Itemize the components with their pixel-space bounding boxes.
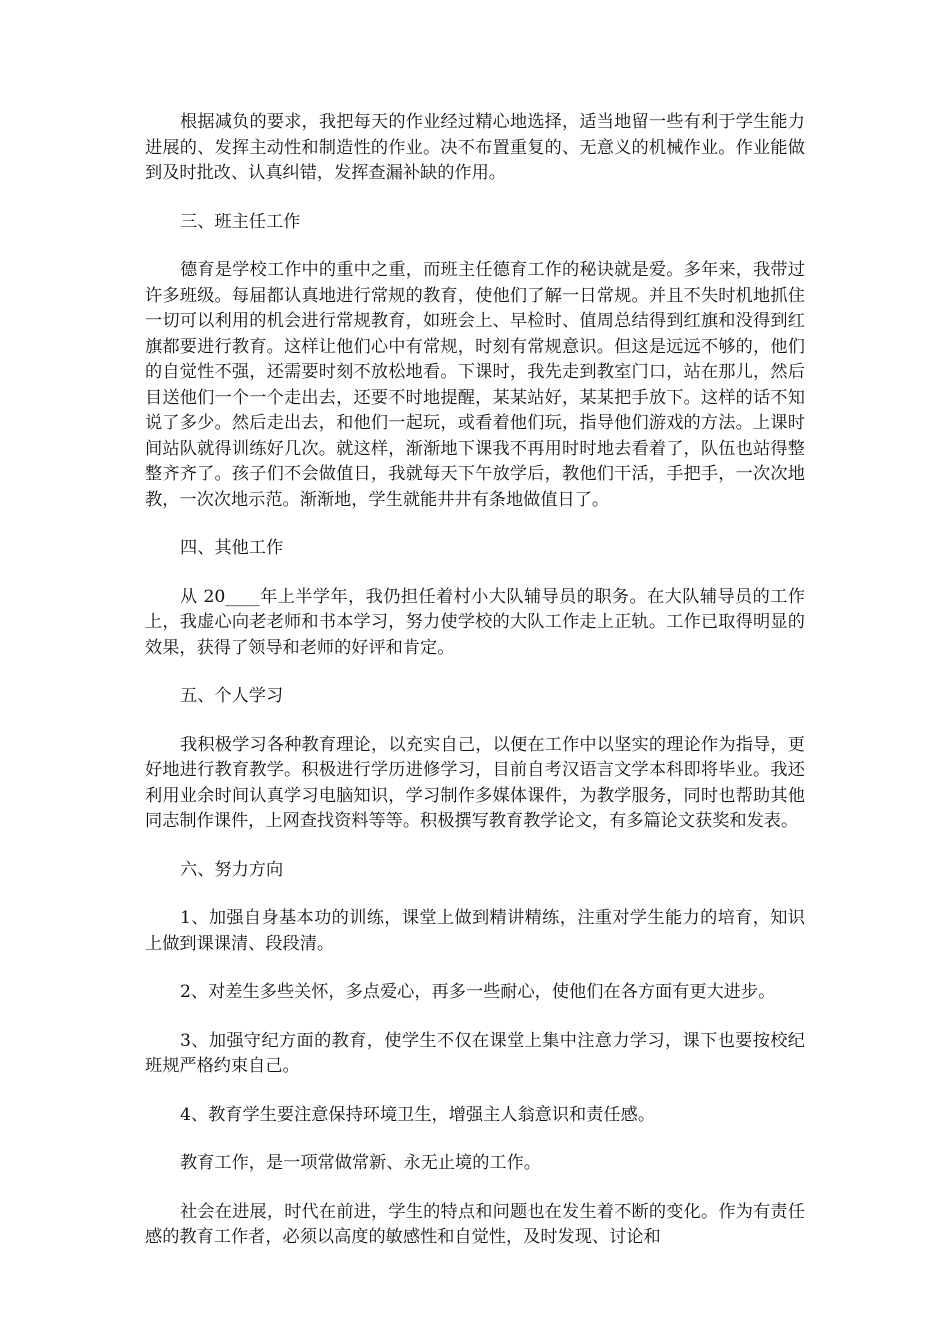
paragraph-moral-education: 德育是学校工作中的重中之重，而班主任德育工作的秘诀就是爱。多年来，我带过许多班级。每届都认真地进行常规的教育，使他们了解一日常规。并且不失时机地抓住一切可以利用的机会进行常规教育，如班会上、早检时、值周总结得到红旗和没得到红旗都要进行教育。这样让他们心中有常规，时刻有常规意识。但这是远远不够的，他们的自觉性不强，还需要时刻不放松地看。下课时，我先走到教室门口，站在那儿，然后目送他们一个一个走出去，还要不时地提醒，某某站好，某某把手放下。这样的话不知说了多少。然后走出去，和他们一起玩，或看着他们玩，指导他们游戏的方法。上课时间站队就得训练好几次。就这样，渐渐地下课我不再用时时地去看着了，队伍也站得整整齐齐了。孩子们不会做值日，我就每天下午放学后，教他们干活，手把手，一次次地教，一次次地示范。渐渐地，学生就能井井有条地做值日了。 <box>145 260 805 510</box>
document-body <box>145 110 805 1274</box>
paragraph-homework: 根据减负的要求，我把每天的作业经过精心地选择，适当地留一些有利于学生能力进展的、发挥主动性和制造性的作业。决不布置重复的、无意义的机械作业。作业能做到及时批改、认真纠错，发挥查漏补缺的作用。 <box>145 112 805 183</box>
paragraph-study: 我积极学习各种教育理论，以充实自己，以便在工作中以坚实的理论作为指导，更好地进行教育教学。积极进行学历进修学习，目前自考汉语言文学本科即将毕业。我还利用业余时间认真学习电脑知识，学习制作多媒体课件，为教学服务，同时也帮助其他同志制作课件，上网查找资料等等。积极撰写教育教学论文，有多篇论文获奖和发表。 <box>145 734 805 831</box>
heading-effort-direction: 六、努力方向 <box>180 859 284 880</box>
paragraph-direction-1: 1、加强自身基本功的训练，课堂上做到精讲精练，注重对学生能力的培育，知识上做到课课清、段段清。 <box>145 908 805 954</box>
paragraph-direction-3: 3、加强守纪方面的教育，使学生不仅在课堂上集中注意力学习，课下也要按校纪班规严格约束自己。 <box>145 1030 805 1076</box>
paragraph-direction-4: 4、教育学生要注意保持环境卫生，增强主人翁意识和责任感。 <box>180 1104 656 1125</box>
paragraph-direction-2: 2、对差生多些关怀，多点爱心，再多一些耐心，使他们在各方面有更大进步。 <box>180 982 776 1002</box>
heading-personal-study: 五、个人学习 <box>180 686 284 706</box>
paragraph-education-work: 教育工作，是一项常做常新、永无止境的工作。 <box>180 1153 541 1173</box>
heading-class-teacher-work: 三、班主任工作 <box>180 211 301 232</box>
heading-other-work: 四、其他工作 <box>180 538 284 558</box>
paragraph-counselor: 从 20____年上半学年，我仍担任着村小大队辅导员的职务。在大队辅导员的工作上，我虚心向老老师和书本学习，努力使学校的大队工作走上正轨。工作已取得明显的效果，获得了领导和老师的好评和肯定。 <box>145 586 805 658</box>
paragraph-society: 社会在进展，时代在前进，学生的特点和问题也在发生着不断的变化。作为有责任感的教育工作者，必须以高度的敏感性和自觉性，及时发现、讨论和 <box>145 1201 805 1247</box>
